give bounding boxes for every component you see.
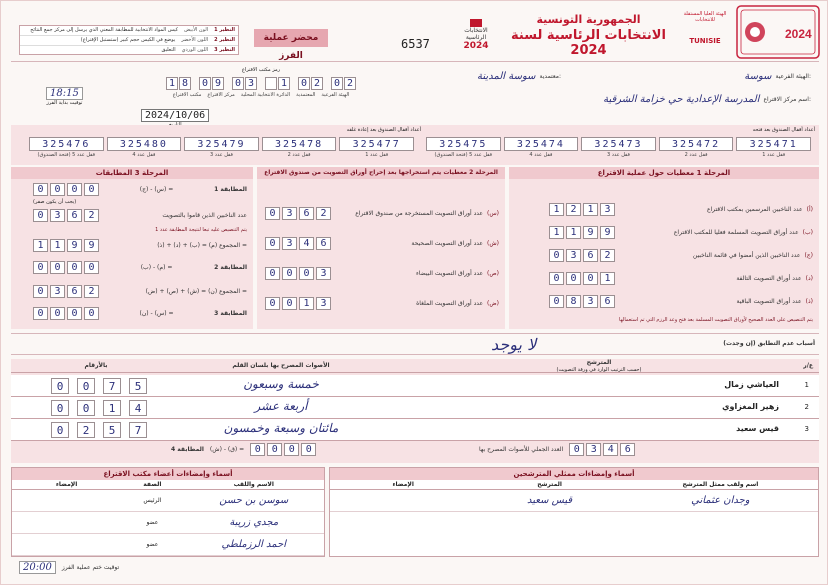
- stage1-row: [549, 272, 813, 285]
- stage1-value: [549, 295, 615, 308]
- stage2-label: عدد أوراق التصويت البيضاء: [416, 270, 484, 277]
- code-box: [199, 77, 224, 90]
- digit-box: 1: [299, 297, 314, 310]
- m2-label: المطابقة 2: [214, 264, 247, 271]
- stage2-key: (ص): [487, 270, 499, 277]
- stage1-title: المرحلة 1 معطيات حول عملية الاقتراع: [509, 167, 819, 179]
- digit-box: 9: [67, 239, 82, 252]
- lock-label: قفل عدد 1: [365, 152, 389, 158]
- digit-box: 1: [566, 226, 581, 239]
- m1-note: (يجب أن يكون صفر): [33, 199, 77, 205]
- stage3-section: [11, 167, 253, 329]
- stage1-key: (ب): [802, 229, 813, 236]
- stage1-label: عدد أوراق التصويت المسلمة فعليا للمكتب الاقتراع: [673, 229, 799, 236]
- digit-box: 6: [316, 237, 331, 250]
- header-title: [501, 13, 676, 58]
- m4-label: المطابقة 4: [171, 446, 204, 453]
- lock-label: قفل عدد 4: [529, 152, 553, 158]
- candidate-name: العياشي زمال: [724, 380, 779, 389]
- copy-number: النظير 2: [214, 37, 235, 43]
- digit-box: 7: [103, 378, 121, 394]
- stage2-section: [257, 167, 505, 329]
- digit-box: 1: [549, 203, 564, 216]
- col-words: الأصوات المصرح بها بلسان القلم: [232, 362, 330, 369]
- stage2-value: [265, 207, 331, 220]
- digit-box: 8: [566, 295, 581, 308]
- code-col-label: مركز الاقتراع: [207, 92, 235, 98]
- votes-in-words: خمسة وسبعون: [243, 377, 319, 391]
- voters-label: عدد الناخبين الذين قاموا بالتصويت: [162, 212, 247, 219]
- digit-box: 3: [566, 249, 581, 262]
- digit-box: 0: [583, 272, 598, 285]
- digit-box: 2: [84, 285, 99, 298]
- lock-item: [29, 137, 104, 158]
- lock-value: 325471: [736, 137, 811, 151]
- code-col-label: الدائرة الانتخابية المحلية: [240, 92, 291, 98]
- stage2-row: [265, 237, 499, 250]
- end-time-value: 20:00: [19, 561, 56, 574]
- stage1-section: [509, 167, 819, 329]
- locks-after-label: أعداد أقفال الصندوق بعد إعادة غلقه: [346, 127, 421, 133]
- digit-box: 3: [316, 297, 331, 310]
- code-digit: 1: [166, 77, 178, 90]
- stage2-key: (ش): [486, 240, 499, 247]
- copy-note-row: [20, 26, 238, 36]
- digit-box: 0: [50, 183, 65, 196]
- table-row: [11, 375, 819, 397]
- star-note: يتم التنصيص على العدد الصحيح لأوراق التصويت المسلمة بعد فتح وعد الرزم التي تم استعمالها: [619, 317, 813, 323]
- copy-desc: التعليق: [161, 47, 176, 53]
- col-candidate: المترشح: [586, 359, 612, 366]
- digit-box: 6: [67, 285, 82, 298]
- lock-value: 325476: [29, 137, 104, 151]
- reps-signatures: [329, 467, 819, 557]
- code-box: [331, 77, 356, 90]
- identification-right: [561, 71, 811, 82]
- votes-in-words: أربعة عشر: [254, 399, 308, 413]
- col-candidate-sub: (حسب الترتيب الوارد في ورقة التصويت): [556, 367, 642, 373]
- code-digit: 8: [179, 77, 191, 90]
- digit-box: 0: [549, 249, 564, 262]
- digit-box: 2: [600, 249, 615, 262]
- m1-label: المطابقة 1: [214, 186, 247, 193]
- stage2-row: [265, 207, 499, 220]
- stage3-title: المرحلة 3 المطابقات: [11, 167, 253, 179]
- lock-item: [262, 137, 337, 158]
- result-number: 3: [804, 425, 809, 433]
- digit-box: 0: [50, 307, 65, 320]
- stage1-value: [549, 272, 615, 285]
- lock-value: 325480: [107, 137, 182, 151]
- digit-box: 1: [549, 226, 564, 239]
- digit-box: 9: [583, 226, 598, 239]
- digit-box: 4: [129, 400, 147, 416]
- digit-box: 3: [600, 203, 615, 216]
- stage2-label: عدد أوراق التصويت المستخرجة من صندوق الاقتراع: [355, 210, 483, 217]
- lock-value: 325473: [581, 137, 656, 151]
- sig-col-header: الصفة: [143, 481, 162, 488]
- stage2-value: [265, 297, 331, 310]
- stage1-key: (د): [805, 275, 813, 282]
- republic-title: الجمهورية التونسية: [536, 13, 641, 26]
- digit-box: 2: [316, 207, 331, 220]
- digit-box: 0: [33, 209, 48, 222]
- digit-box: 0: [33, 183, 48, 196]
- member-role: الرئيس: [143, 497, 162, 504]
- end-time-block: [19, 561, 119, 574]
- code-digit: 1: [278, 77, 290, 90]
- code-box: [166, 77, 191, 90]
- digit-box: 5: [103, 422, 121, 438]
- digit-box: 0: [51, 400, 69, 416]
- total-value: [569, 443, 635, 456]
- stage2-title: المرحلة 2 معطيات يتم استخراجها بعد إخراج أوراق التصويت من صندوق الاقتراع: [257, 167, 505, 179]
- sig-col-header: الإمضاء: [392, 481, 414, 488]
- code-digit: 9: [212, 77, 224, 90]
- polling-code-header: رمز مكتب الاقتراع: [241, 67, 281, 73]
- copies-note: [19, 25, 239, 55]
- code-digit: 0: [232, 77, 244, 90]
- center-value: المدرسة الإعدادية حي خزامة الشرقية: [603, 94, 760, 105]
- lock-value: 325479: [184, 137, 259, 151]
- sig-col-header: اسم ولقب ممثل المترشح: [682, 481, 759, 488]
- digit-box: 3: [282, 237, 297, 250]
- stage2-label: عدد أوراق التصويت الملغاة: [416, 300, 484, 307]
- digit-box: 9: [84, 239, 99, 252]
- stamp-year-text: 2024: [785, 27, 812, 41]
- code-digit: 2: [344, 77, 356, 90]
- mismatch-label: أسباب عدم التطابق (إن وجدت): [723, 340, 815, 347]
- stage2-value: [265, 267, 331, 280]
- digit-box: 0: [549, 295, 564, 308]
- total-label: العدد الجملي للأصوات المصرح بها: [479, 446, 564, 453]
- copy-color: الون الأبيض: [184, 27, 209, 33]
- code-digit: 0: [199, 77, 211, 90]
- digit-box: 0: [250, 443, 265, 456]
- rep-row: [330, 490, 818, 512]
- lock-item: [736, 137, 811, 158]
- lock-value: 325472: [659, 137, 734, 151]
- stage1-value: [549, 249, 615, 262]
- members-signatures: [11, 467, 325, 557]
- results-section: [11, 359, 819, 463]
- code-digit: 3: [245, 77, 257, 90]
- digit-box: 0: [33, 285, 48, 298]
- stage2-value: [265, 237, 331, 250]
- digit-box: 6: [299, 207, 314, 220]
- m3-value: [33, 307, 99, 320]
- digit-box: 0: [265, 267, 280, 280]
- code-box: [298, 77, 323, 90]
- end-time-label: توقيت ختم عملية الفرز: [61, 564, 120, 571]
- member-row: [12, 490, 324, 512]
- copy-desc: يوضع في الكيس حجم كبير (ستستبل الإقتراع): [80, 37, 176, 43]
- form-number: 6537: [401, 37, 430, 51]
- col-num: ع/ر: [803, 362, 813, 369]
- sum2-label: المجموع (ن) = (ش) + (ص) + (ض) =: [145, 288, 247, 295]
- digit-box: 6: [620, 443, 635, 456]
- code-col-label: الهيئة الفرعية: [321, 92, 350, 98]
- stage2-key: (ض): [487, 300, 499, 307]
- lock-item: [581, 137, 656, 158]
- digit-box: 1: [600, 272, 615, 285]
- stage1-label: عدد الناخبين الذين أمضوا في قائمة الناخبين: [692, 252, 801, 259]
- code-digit: 2: [311, 77, 323, 90]
- lock-item: [184, 137, 259, 158]
- digit-box: 0: [549, 272, 564, 285]
- stage1-row: [549, 226, 813, 239]
- lock-label: قفل عدد 3: [607, 152, 630, 158]
- digit-box: 0: [569, 443, 584, 456]
- votes-digits: [51, 400, 147, 416]
- lock-item: [504, 137, 579, 158]
- member-role: عضو: [146, 541, 159, 548]
- sum1-value: [33, 239, 99, 252]
- digit-box: 4: [299, 237, 314, 250]
- digit-box: 6: [600, 295, 615, 308]
- m1-value: [33, 183, 99, 196]
- stage2-row: [265, 267, 499, 280]
- candidate-name: قيس سعيد: [736, 424, 779, 433]
- stage1-label: عدد أوراق التصويت الباقية: [736, 298, 802, 305]
- copy-number: النظير 1: [214, 27, 235, 33]
- center-block: [421, 94, 811, 105]
- delegation-value: سوسة المدينة: [477, 71, 536, 82]
- m2-value: [33, 261, 99, 274]
- stage1-row: [549, 249, 813, 262]
- lock-label: قفل عدد 5 (فتحة الصندوق): [37, 152, 96, 158]
- delegation-block: [421, 71, 561, 82]
- official-stamp: [735, 4, 821, 60]
- lock-label: قفل عدد 4: [132, 152, 156, 158]
- election-logo: الانتخابات الرئاسية 2024: [456, 19, 496, 59]
- election-title: الانتخابات الرئاسية لسنة 2024: [511, 28, 666, 58]
- member-name: احمد الرزملطي: [221, 539, 287, 550]
- stage1-row: [549, 203, 813, 216]
- start-time-label: توقيت بداية الفرز: [46, 100, 83, 106]
- digit-box: 0: [33, 307, 48, 320]
- digit-box: 0: [267, 443, 282, 456]
- code-digit: 0: [298, 77, 310, 90]
- copy-desc: كيس المواد الانتخابية للمطابقة المعني الذي يرسل إلى مركز جمع النتائج: [30, 27, 179, 33]
- votes-digits: [51, 422, 147, 438]
- copy-color: اللون الأخضر: [181, 37, 209, 43]
- result-number: 1: [804, 381, 809, 389]
- code-box: [265, 77, 290, 90]
- m2-formula: (ب) - (م) =: [140, 264, 173, 271]
- member-row: [12, 512, 324, 534]
- sig-col-header: المترشح: [537, 481, 562, 488]
- digit-box: 0: [284, 443, 299, 456]
- member-role: عضو: [146, 519, 159, 526]
- copy-number: النظير 3: [214, 47, 235, 53]
- digit-box: 0: [67, 261, 82, 274]
- digit-box: 0: [84, 307, 99, 320]
- stage1-value: [549, 203, 615, 216]
- digit-box: 3: [282, 207, 297, 220]
- code-digit: [265, 77, 277, 90]
- lock-value: 325477: [339, 137, 414, 151]
- sum2-value: [33, 285, 99, 298]
- digit-box: 0: [84, 261, 99, 274]
- lock-value: 325475: [426, 137, 501, 151]
- digit-box: 2: [84, 209, 99, 222]
- digit-box: 2: [566, 203, 581, 216]
- digit-box: 5: [129, 378, 147, 394]
- stage1-value: [549, 226, 615, 239]
- digit-box: 0: [33, 261, 48, 274]
- lock-label: قفل عدد 5 (فتحة الصندوق): [434, 152, 493, 158]
- votes-digits: [51, 378, 147, 394]
- digit-box: 0: [282, 297, 297, 310]
- code-col-label: مكتب الاقتراع: [172, 92, 202, 98]
- center-label: اسم مركز الاقتراع:: [763, 96, 811, 103]
- stage1-label: عدد الناخبين المرسمين بمكتب الاقتراع: [706, 206, 803, 213]
- lock-label: قفل عدد 1: [762, 152, 786, 158]
- copy-note-row: [20, 46, 238, 55]
- stage3-note: يتم التنصيص عليه تبعا لنتيجة المطابقة عدد 1: [155, 227, 247, 233]
- lock-value: 325474: [504, 137, 579, 151]
- member-row: [12, 534, 324, 556]
- digit-box: 4: [603, 443, 618, 456]
- digit-box: 0: [51, 422, 69, 438]
- code-box: [232, 77, 257, 90]
- member-name: سوسن بن حسن: [219, 495, 289, 506]
- digit-box: 0: [84, 183, 99, 196]
- stage2-label: عدد أوراق التصويت الصحيحة: [411, 240, 483, 247]
- digit-box: 0: [50, 261, 65, 274]
- m3-label: المطابقة 3: [214, 310, 247, 317]
- votes-in-words: مائتان وسبعة وخمسون: [223, 421, 339, 435]
- digit-box: 3: [583, 295, 598, 308]
- digit-box: 9: [600, 226, 615, 239]
- digit-box: 0: [566, 272, 581, 285]
- code-col-label: المعتمدية: [296, 92, 316, 98]
- candidate-name: زهير المغزاوي: [722, 402, 779, 411]
- delegation-label: معتمدية:: [539, 73, 561, 80]
- stage1-label: عدد أوراق التصويت التالفة: [736, 275, 802, 282]
- digit-box: 0: [51, 378, 69, 394]
- stage1-key: (ج): [804, 252, 813, 259]
- date-value: 2024/10/06: [141, 109, 209, 122]
- digit-box: 3: [316, 267, 331, 280]
- stage1-key: (ذ): [805, 298, 813, 305]
- region-value: سوسة: [744, 71, 772, 82]
- reps-title: أسماء وإمضاءات ممثلي المترشحين: [330, 468, 818, 480]
- digit-box: 3: [50, 209, 65, 222]
- sum1-label: المجموع (م) = (ب) + (د) + (ذ) =: [157, 242, 247, 249]
- lock-item: [426, 137, 501, 158]
- copy-note-row: [20, 36, 238, 46]
- mismatch-section: [11, 333, 819, 355]
- total-block: [479, 443, 635, 456]
- locks-before-label: أعداد أقفال الصندوق بعد فتحه: [752, 127, 815, 133]
- stage1-row: [549, 295, 813, 308]
- stage2-row: [265, 297, 499, 310]
- digit-box: 3: [50, 285, 65, 298]
- digit-box: 0: [301, 443, 316, 456]
- digit-box: 0: [265, 237, 280, 250]
- table-row: [11, 397, 819, 419]
- digit-box: 0: [77, 378, 95, 394]
- stage2-key: (س): [486, 210, 499, 217]
- digit-box: 1: [50, 239, 65, 252]
- isie-logo: الهيئة العليا المستقلة للانتخابات TUNISIE: [683, 11, 727, 45]
- locks-section: [11, 125, 819, 165]
- digit-box: 7: [129, 422, 147, 438]
- code-digit: 0: [331, 77, 343, 90]
- m4-formula: (ش) - (ق) =: [209, 446, 245, 453]
- m4-value: [250, 443, 316, 456]
- digit-box: 0: [77, 400, 95, 416]
- result-number: 2: [804, 403, 809, 411]
- digit-box: 0: [67, 183, 82, 196]
- digit-box: 1: [583, 203, 598, 216]
- lock-item: [339, 137, 414, 158]
- digit-box: 1: [33, 239, 48, 252]
- lock-label: قفل عدد 2: [287, 152, 311, 158]
- col-digits: بالأرقام: [84, 362, 108, 369]
- start-time-value: 18:15: [46, 87, 83, 100]
- digit-box: 1: [103, 400, 121, 416]
- digit-box: 6: [583, 249, 598, 262]
- stage1-key: (أ): [806, 206, 813, 213]
- digit-box: 0: [265, 207, 280, 220]
- digit-box: 3: [586, 443, 601, 456]
- member-name: مجدي زريبة: [229, 517, 279, 528]
- members-title: أسماء وإمضاءات أعضاء مكتب الاقتراع: [12, 468, 324, 480]
- digit-box: 0: [67, 307, 82, 320]
- mismatch-value: لا يوجد: [491, 335, 537, 354]
- m3-formula: (ن) - (س) =: [139, 310, 174, 317]
- digit-box: 0: [265, 297, 280, 310]
- start-time-block: [46, 87, 83, 106]
- rep-candidate: قيس سعيد: [526, 495, 573, 506]
- results-header: [11, 359, 819, 373]
- digit-box: 0: [282, 267, 297, 280]
- lock-item: [659, 137, 734, 158]
- lock-label: قفل عدد 3: [210, 152, 233, 158]
- digit-box: 6: [67, 209, 82, 222]
- m4-block: [171, 443, 316, 456]
- table-row: [11, 419, 819, 441]
- rep-name: وجدان عثماني: [691, 495, 750, 506]
- polling-code: [141, 67, 381, 98]
- voters-value: [33, 209, 99, 222]
- digit-box: 2: [77, 422, 95, 438]
- form-title: محضر عملية الفرز: [254, 29, 328, 47]
- lock-item: [107, 137, 182, 158]
- copy-color: اللون الوردي: [181, 47, 209, 53]
- lock-label: قفل عدد 2: [684, 152, 708, 158]
- region-label: الهيئة الفرعية:: [775, 73, 811, 80]
- sig-col-header: الإمضاء: [55, 481, 78, 488]
- m1-formula: (ج) - (س) =: [139, 186, 174, 193]
- lock-value: 325478: [262, 137, 337, 151]
- digit-box: 0: [299, 267, 314, 280]
- sig-col-header: الاسم واللقب: [233, 481, 274, 488]
